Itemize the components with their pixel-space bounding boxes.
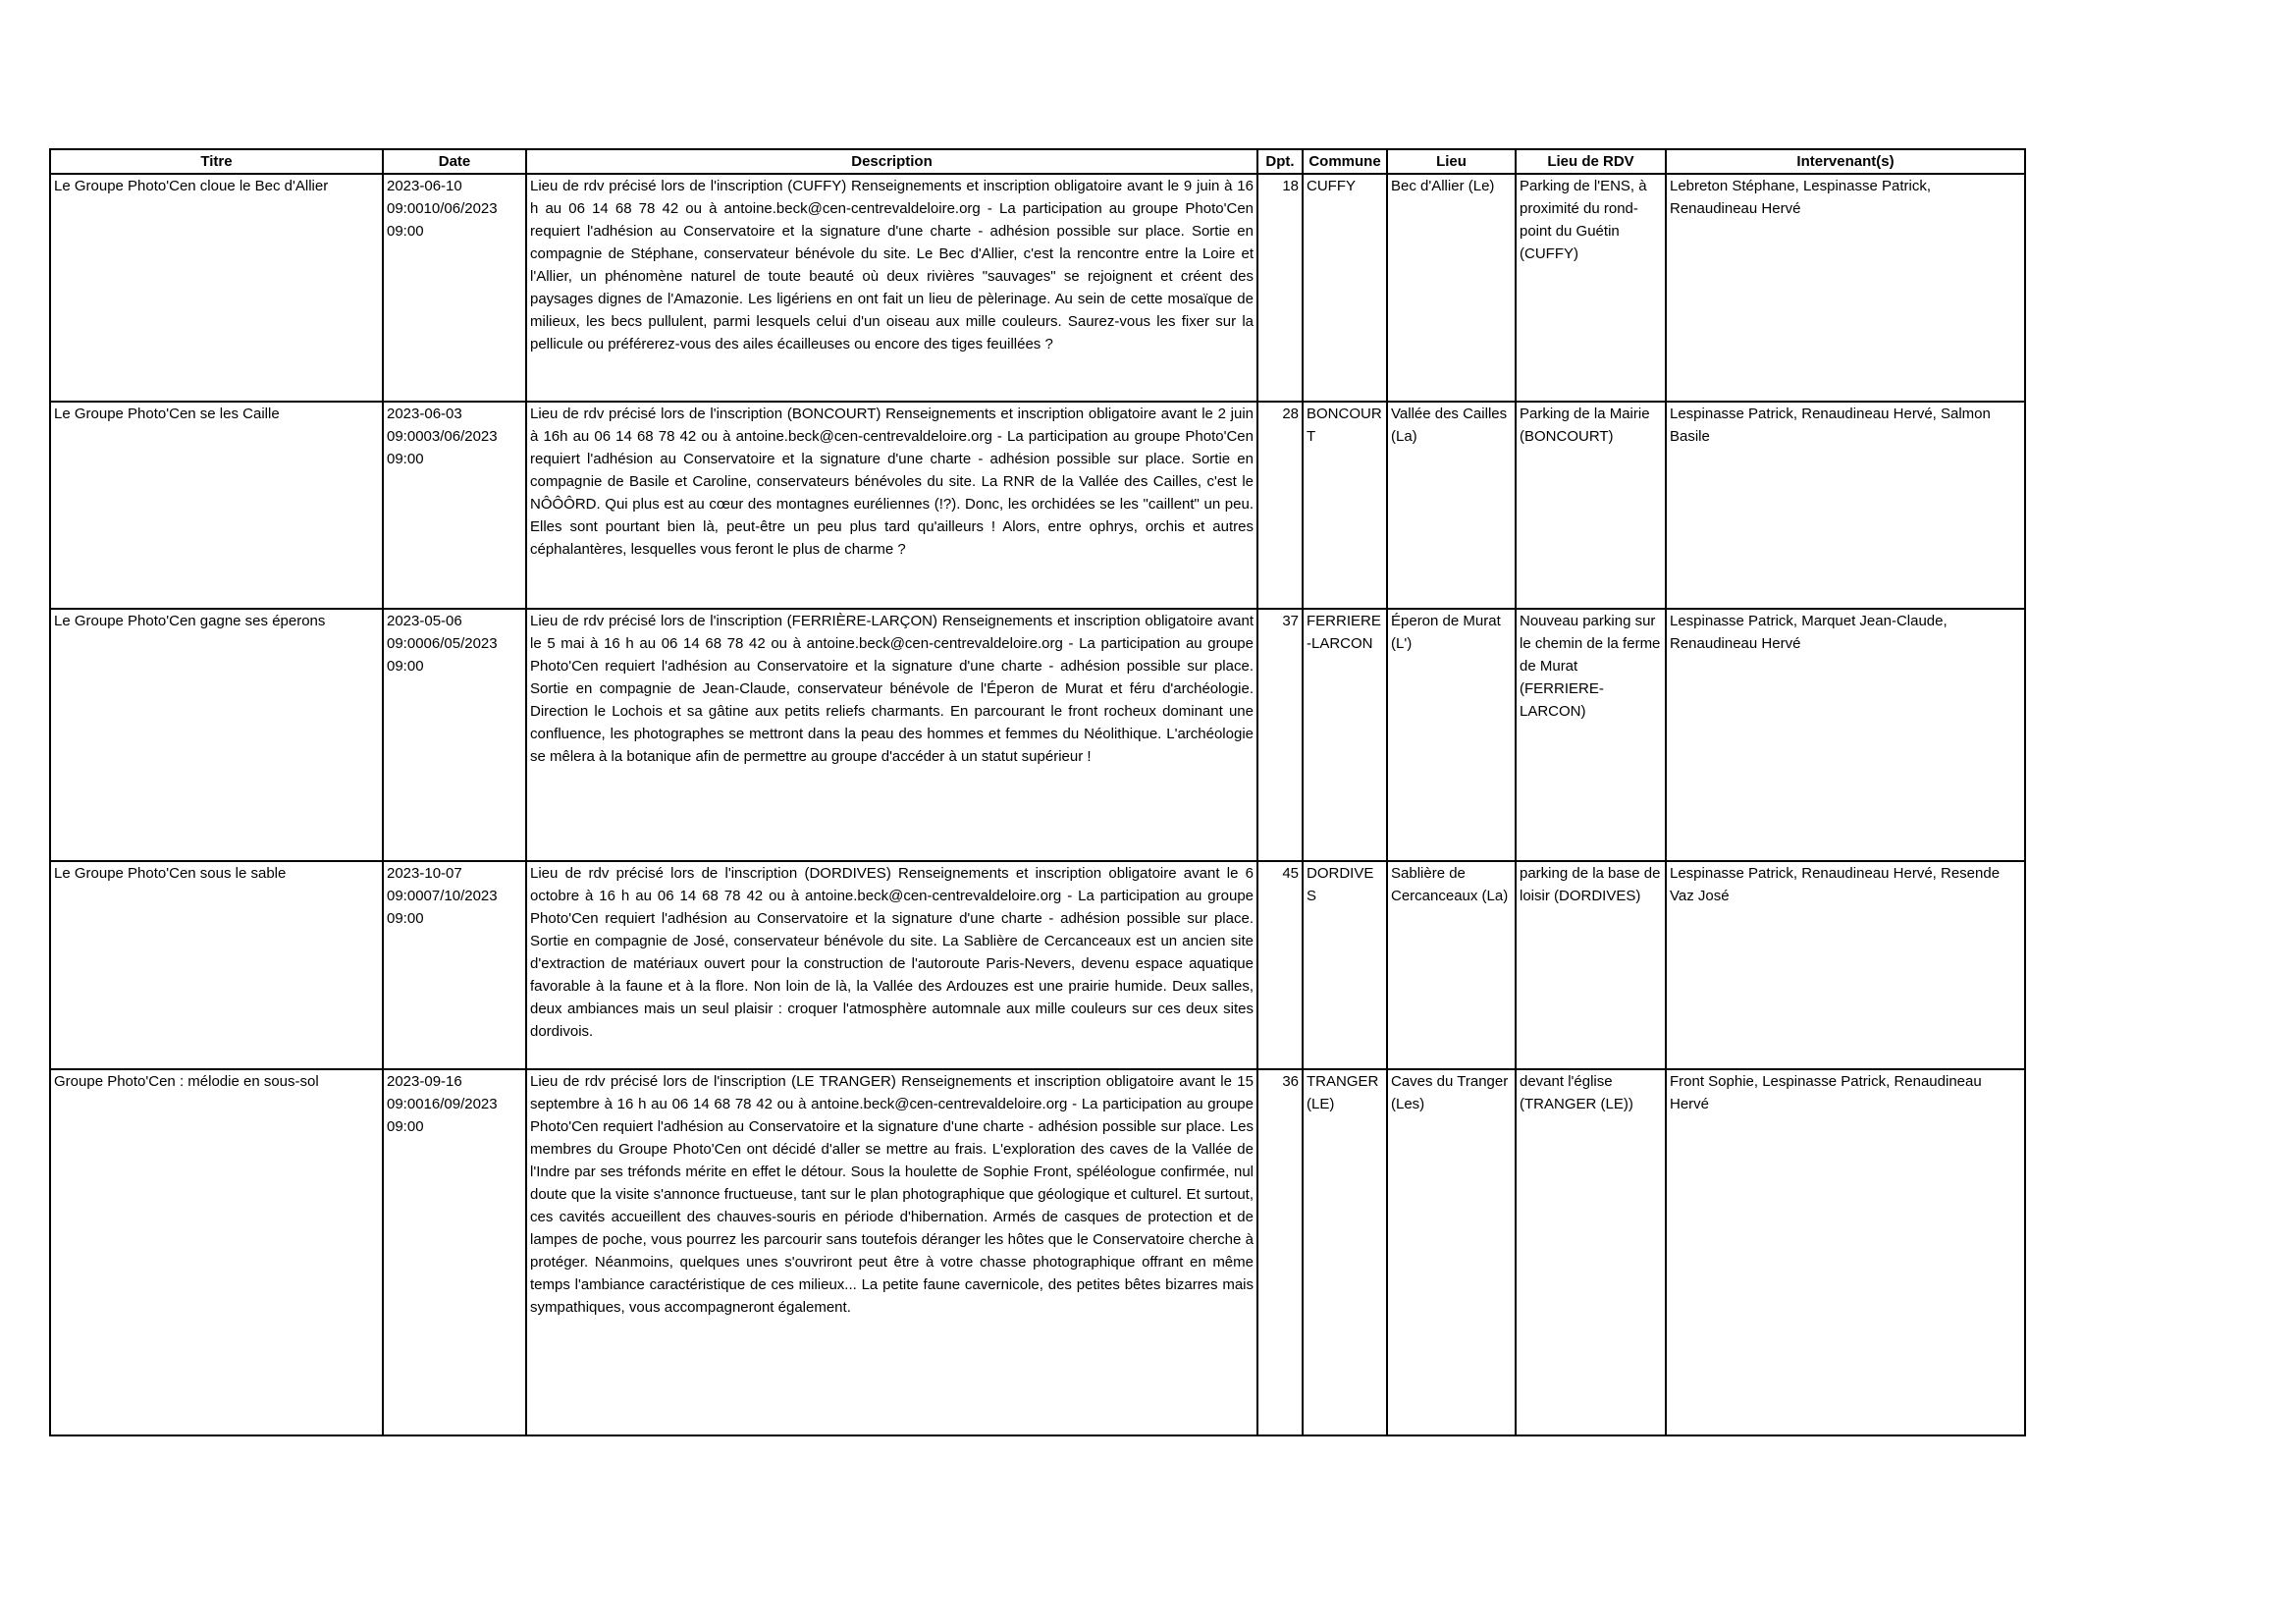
cell-lieu: Éperon de Murat (L') (1387, 609, 1516, 861)
header-row (50, 149, 2025, 174)
cell-commune: TRANGER (LE) (1303, 1069, 1387, 1435)
header-description: Description (526, 149, 1257, 174)
cell-commune: CUFFY (1303, 174, 1387, 402)
cell-lieu-rdv: Parking de la Mairie (BONCOURT) (1516, 402, 1666, 609)
cell-lieu-rdv: parking de la base de loisir (DORDIVES) (1516, 861, 1666, 1069)
cell-date: 2023-06-03 09:0003/06/2023 09:00 (383, 402, 526, 609)
cell-date: 2023-10-07 09:0007/10/2023 09:00 (383, 861, 526, 1069)
cell-description: Lieu de rdv précisé lors de l'inscription (FERRIÈRE-LARÇON) Renseignements et inscription obligatoire avant le 5 mai à 16 h au 06 14 68 78 42 ou à antoine.beck@cen-centrevaldeloire.org - La participation au groupe Photo'Cen requiert l'adhésion au Conservatoire et la signature d'une charte - adhésion possible sur place. Sortie en compagnie de Jean-Claude, conservateur bénévole de l'Éperon de Murat et féru d'archéologie. Direction le Lochois et sa gâtine aux petits reliefs charmants. En parcourant le front rocheux dominant une confluence, les photographes se mettront dans la peau des hommes et femmes du Néolithique. L'archéologie se mêlera à la botanique afin de permettre au groupe d'accéder à un statut supérieur ! (526, 609, 1257, 861)
cell-dpt: 28 (1257, 402, 1303, 609)
header-lieu-rdv: Lieu de RDV (1516, 149, 1666, 174)
cell-date: 2023-05-06 09:0006/05/2023 09:00 (383, 609, 526, 861)
cell-dpt: 37 (1257, 609, 1303, 861)
cell-intervenants: Lespinasse Patrick, Renaudineau Hervé, Salmon Basile (1666, 402, 2025, 609)
cell-lieu-rdv: Nouveau parking sur le chemin de la ferme de Murat (FERRIERE-LARCON) (1516, 609, 1666, 861)
table-row (50, 861, 2025, 1069)
table-row (50, 174, 2025, 402)
cell-intervenants: Lespinasse Patrick, Marquet Jean-Claude, Renaudineau Hervé (1666, 609, 2025, 861)
cell-description: Lieu de rdv précisé lors de l'inscription (LE TRANGER) Renseignements et inscription obligatoire avant le 15 septembre à 16 h au 06 14 68 78 42 ou à antoine.beck@cen-centrevaldeloire.org - La participation au groupe Photo'Cen requiert l'adhésion au Conservatoire et la signature d'une charte - adhésion possible sur place. Les membres du Groupe Photo'Cen ont décidé d'aller se mettre au frais. L'exploration des caves de la Vallée de l'Indre par ses tréfonds mérite en effet le détour. Sous la houlette de Sophie Front, spéléologue confirmée, nul doute que la visite s'annonce fructueuse, tant sur le plan photographique que géologique et culturel. Et surtout, ces cavités accueillent des chauves-souris en période d'hibernation. Armés de casques de protection et de lampes de poche, vous pourrez les parcourir sans toutefois déranger les hôtes que le Conservatoire cherche à protéger. Néanmoins, quelques unes s'ouvriront peut être à votre chasse photographique offrant en même temps l'ambiance caractéristique de ces milieux... La petite faune cavernicole, des petites bêtes bizarres mais sympathiques, vous accompagneront également. (526, 1069, 1257, 1435)
header-date: Date (383, 149, 526, 174)
cell-commune: FERRIERE-LARCON (1303, 609, 1387, 861)
cell-date: 2023-09-16 09:0016/09/2023 09:00 (383, 1069, 526, 1435)
cell-dpt: 45 (1257, 861, 1303, 1069)
cell-dpt: 18 (1257, 174, 1303, 402)
cell-lieu-rdv: devant l'église (TRANGER (LE)) (1516, 1069, 1666, 1435)
cell-commune: BONCOURT (1303, 402, 1387, 609)
header-commune: Commune (1303, 149, 1387, 174)
cell-lieu-rdv: Parking de l'ENS, à proximité du rond-point du Guétin (CUFFY) (1516, 174, 1666, 402)
cell-intervenants: Lebreton Stéphane, Lespinasse Patrick, Renaudineau Hervé (1666, 174, 2025, 402)
cell-titre: Le Groupe Photo'Cen sous le sable (50, 861, 383, 1069)
header-titre: Titre (50, 149, 383, 174)
cell-intervenants: Front Sophie, Lespinasse Patrick, Renaudineau Hervé (1666, 1069, 2025, 1435)
table-row (50, 609, 2025, 861)
cell-lieu: Caves du Tranger (Les) (1387, 1069, 1516, 1435)
cell-lieu: Vallée des Cailles (La) (1387, 402, 1516, 609)
cell-titre: Le Groupe Photo'Cen se les Caille (50, 402, 383, 609)
cell-dpt: 36 (1257, 1069, 1303, 1435)
cell-date: 2023-06-10 09:0010/06/2023 09:00 (383, 174, 526, 402)
events-sheet (49, 148, 2024, 1436)
header-dpt: Dpt. (1257, 149, 1303, 174)
cell-description: Lieu de rdv précisé lors de l'inscription (BONCOURT) Renseignements et inscription obligatoire avant le 2 juin à 16h au 06 14 68 78 42 ou à antoine.beck@cen-centrevaldeloire.org - La participation au groupe Photo'Cen requiert l'adhésion au Conservatoire et la signature d'une charte - adhésion possible sur place. Sortie en compagnie de Basile et Caroline, conservateurs bénévoles du site. La RNR de la Vallée des Cailles, c'est le NÔÔÔRD. Qui plus est au cœur des montagnes euréliennes (!?). Donc, les orchidées se les "caillent" un peu. Elles sont pourtant bien là, peut-être un peu plus tard qu'ailleurs ! Alors, entre ophrys, orchis et autres céphalantères, lesquelles vous feront le plus de charme ? (526, 402, 1257, 609)
table-row (50, 402, 2025, 609)
cell-titre: Le Groupe Photo'Cen gagne ses éperons (50, 609, 383, 861)
cell-lieu: Bec d'Allier (Le) (1387, 174, 1516, 402)
cell-titre: Le Groupe Photo'Cen cloue le Bec d'Allier (50, 174, 383, 402)
cell-commune: DORDIVES (1303, 861, 1387, 1069)
cell-intervenants: Lespinasse Patrick, Renaudineau Hervé, Resende Vaz José (1666, 861, 2025, 1069)
cell-lieu: Sablière de Cercanceaux (La) (1387, 861, 1516, 1069)
header-lieu: Lieu (1387, 149, 1516, 174)
cell-titre: Groupe Photo'Cen : mélodie en sous-sol (50, 1069, 383, 1435)
events-table (49, 148, 2026, 1436)
cell-description: Lieu de rdv précisé lors de l'inscription (DORDIVES) Renseignements et inscription obligatoire avant le 6 octobre à 16 h au 06 14 68 78 42 ou à antoine.beck@cen-centrevaldeloire.org - La participation au groupe Photo'Cen requiert l'adhésion au Conservatoire et la signature d'une charte - adhésion possible sur place. Sortie en compagnie de José, conservateur bénévole du site. La Sablière de Cercanceaux est un ancien site d'extraction de matériaux ouvert pour la construction de l'autoroute Paris-Nevers, devenu espace aquatique favorable à la faune et à la flore. Non loin de là, la Vallée des Ardouzes est une prairie humide. Deux salles, deux ambiances mais un seul plaisir : croquer l'atmosphère automnale aux mille couleurs sur ces deux sites dordivois. (526, 861, 1257, 1069)
table-row (50, 1069, 2025, 1435)
header-intervenants: Intervenant(s) (1666, 149, 2025, 174)
cell-description: Lieu de rdv précisé lors de l'inscription (CUFFY) Renseignements et inscription obligatoire avant le 9 juin à 16 h au 06 14 68 78 42 ou à antoine.beck@cen-centrevaldeloire.org - La participation au groupe Photo'Cen requiert l'adhésion au Conservatoire et la signature d'une charte - adhésion possible sur place. Sortie en compagnie de Stéphane, conservateur bénévole du site. Le Bec d'Allier, c'est la rencontre entre la Loire et l'Allier, un phénomène naturel de toute beauté où deux rivières "sauvages" se rejoignent et créent des paysages dignes de l'Amazonie. Les ligériens en ont fait un lieu de pèlerinage. Au sein de cette mosaïque de milieux, les becs pullulent, parmi lesquels celui d'un oiseau aux mille couleurs. Saurez-vous les fixer sur la pellicule ou préférerez-vous des ailes écailleuses ou encore des tiges feuillées ? (526, 174, 1257, 402)
